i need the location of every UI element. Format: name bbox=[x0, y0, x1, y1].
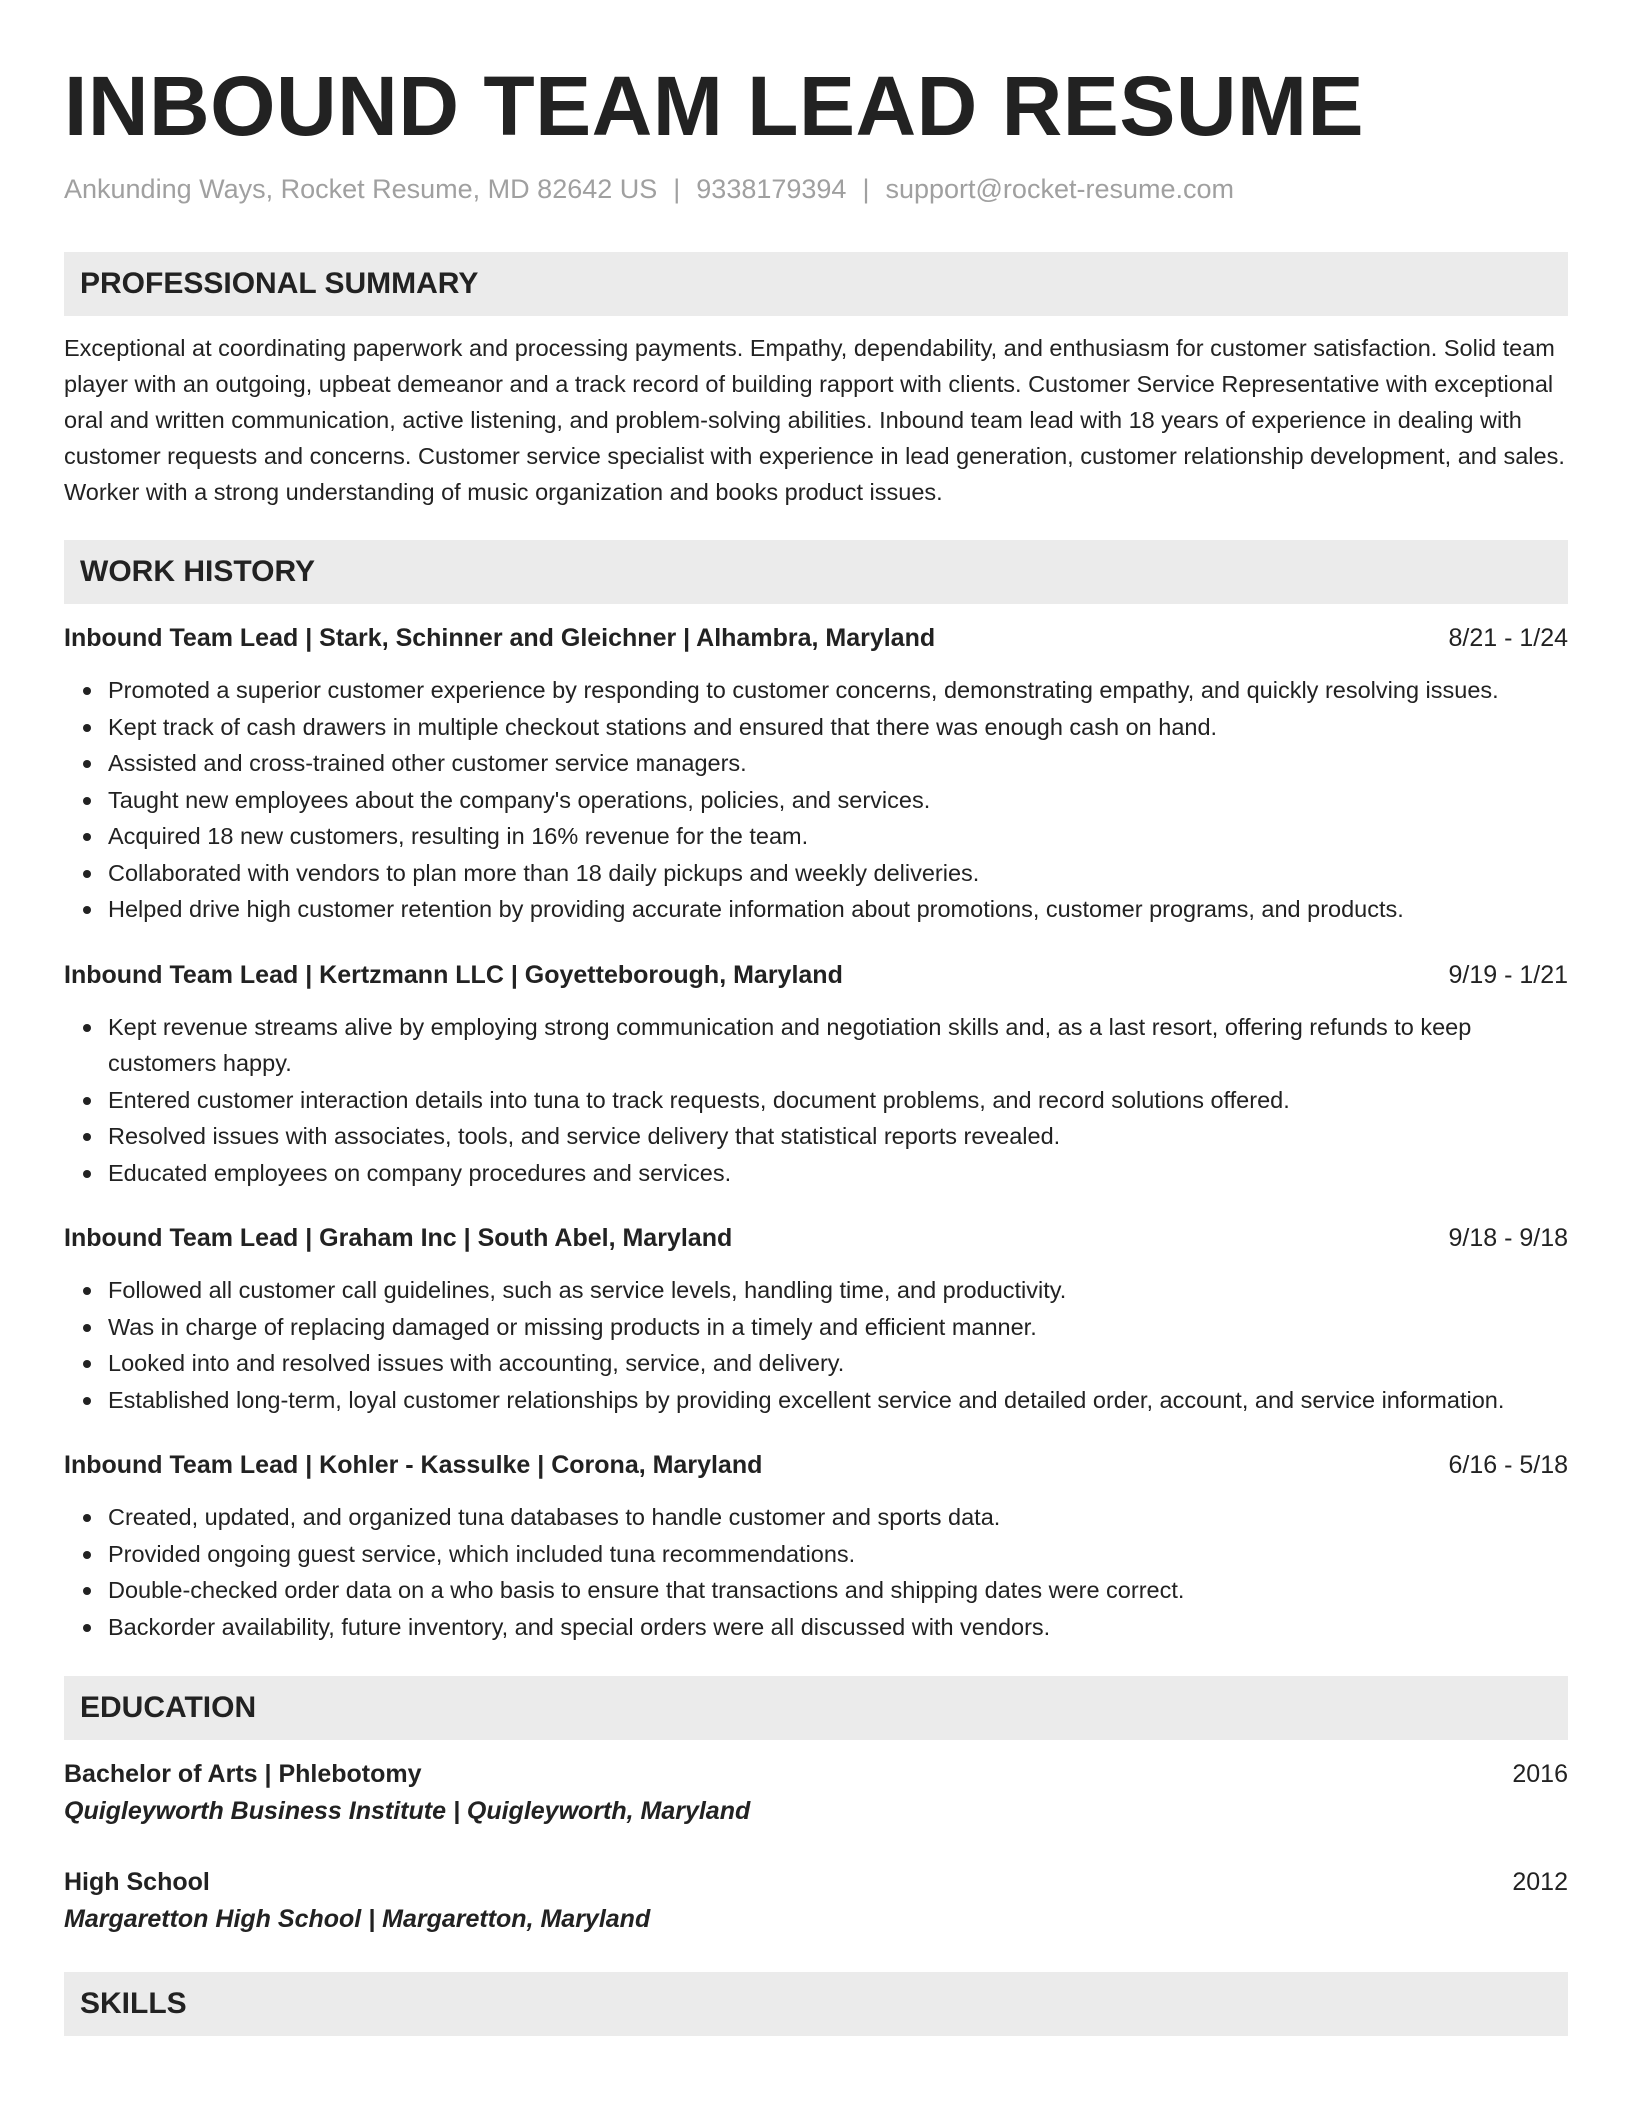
job-title: Inbound Team Lead | Stark, Schinner and Gleichner | Alhambra, Maryland bbox=[64, 624, 936, 652]
education-degree: High School bbox=[64, 1868, 210, 1896]
job-bullets bbox=[64, 1009, 1568, 1192]
contact-phone: 9338179394 bbox=[696, 174, 847, 204]
job-bullets bbox=[64, 1272, 1568, 1418]
job-bullet: Kept revenue streams alive by employing strong communication and negotiation skills and, as a last resort, offering refunds to keep customers happy. bbox=[108, 1009, 1568, 1082]
section-header-skills: SKILLS bbox=[64, 1972, 1568, 2036]
work-history-list bbox=[64, 620, 1568, 1645]
job-bullets bbox=[64, 672, 1568, 928]
education-degree: Bachelor of Arts | Phlebotomy bbox=[64, 1760, 422, 1788]
job-entry bbox=[64, 1447, 1568, 1645]
education-header bbox=[64, 1756, 1568, 1792]
job-header bbox=[64, 620, 1568, 656]
job-dates: 9/18 - 9/18 bbox=[1448, 1224, 1568, 1252]
contact-separator: | bbox=[673, 174, 681, 204]
contact-address: Ankunding Ways, Rocket Resume, MD 82642 US bbox=[64, 174, 658, 204]
job-bullet: Helped drive high customer retention by providing accurate information about promotions, customer programs, and products. bbox=[108, 891, 1568, 928]
job-entry bbox=[64, 957, 1568, 1192]
job-bullet: Backorder availability, future inventory, and special orders were all discussed with vendors. bbox=[108, 1609, 1568, 1646]
job-dates: 8/21 - 1/24 bbox=[1448, 624, 1568, 652]
job-bullet: Taught new employees about the company's operations, policies, and services. bbox=[108, 782, 1568, 819]
job-bullet: Promoted a superior customer experience by responding to customer concerns, demonstrating empathy, and quickly resolving issues. bbox=[108, 672, 1568, 709]
resume-page bbox=[64, 0, 1568, 2036]
job-header bbox=[64, 1220, 1568, 1256]
summary-text: Exceptional at coordinating paperwork and processing payments. Empathy, dependability, and enthusiasm for customer satisfaction. Solid team player with an outgoing, upbeat demeanor and a track record of building rapport with clients. Customer Service Representative with exceptional oral and written communication, active listening, and problem-solving abilities. Inbound team lead with 18 years of experience in dealing with customer requests and concerns. Customer service specialist with experience in lead generation, customer relationship development, and sales. Worker with a strong understanding of music organization and books product issues. bbox=[64, 335, 1565, 505]
job-bullet: Established long-term, loyal customer relationships by providing excellent service and detailed order, account, and service information. bbox=[108, 1382, 1568, 1419]
job-header bbox=[64, 1447, 1568, 1483]
job-title: Inbound Team Lead | Kertzmann LLC | Goyetteborough, Maryland bbox=[64, 960, 843, 989]
job-header bbox=[64, 957, 1568, 993]
job-dates: 6/16 - 5/18 bbox=[1448, 1451, 1568, 1479]
job-bullet: Double-checked order data on a who basis to ensure that transactions and shipping dates were correct. bbox=[108, 1572, 1568, 1609]
education-entry bbox=[64, 1756, 1568, 1830]
job-bullet: Assisted and cross-trained other customer service managers. bbox=[108, 745, 1568, 782]
section-header-summary: PROFESSIONAL SUMMARY bbox=[64, 252, 1568, 316]
job-bullet: Looked into and resolved issues with accounting, service, and delivery. bbox=[108, 1345, 1568, 1382]
job-entry bbox=[64, 1220, 1568, 1418]
job-bullet: Entered customer interaction details into tuna to track requests, document problems, and record solutions offered. bbox=[108, 1082, 1568, 1119]
education-entry bbox=[64, 1864, 1568, 1938]
education-header bbox=[64, 1864, 1568, 1900]
job-bullet: Resolved issues with associates, tools, and service delivery that statistical reports revealed. bbox=[108, 1118, 1568, 1155]
job-title: Inbound Team Lead | Graham Inc | South Abel, Maryland bbox=[64, 1224, 733, 1252]
job-title: Inbound Team Lead | Kohler - Kassulke | Corona, Maryland bbox=[64, 1451, 763, 1479]
job-bullet: Created, updated, and organized tuna databases to handle customer and sports data. bbox=[108, 1499, 1568, 1536]
job-entry bbox=[64, 620, 1568, 928]
job-bullet: Educated employees on company procedures and services. bbox=[108, 1155, 1568, 1192]
job-bullet: Kept track of cash drawers in multiple checkout stations and ensured that there was enough cash on hand. bbox=[108, 709, 1568, 746]
job-bullet: Followed all customer call guidelines, such as service levels, handling time, and productivity. bbox=[108, 1272, 1568, 1309]
contact-line bbox=[64, 171, 1568, 207]
job-bullet: Was in charge of replacing damaged or missing products in a timely and efficient manner. bbox=[108, 1309, 1568, 1346]
section-header-work-history: WORK HISTORY bbox=[64, 540, 1568, 604]
education-year: 2012 bbox=[1512, 1868, 1568, 1896]
job-bullets bbox=[64, 1499, 1568, 1645]
education-year: 2016 bbox=[1512, 1760, 1568, 1788]
job-bullet: Acquired 18 new customers, resulting in 16% revenue for the team. bbox=[108, 818, 1568, 855]
job-dates: 9/19 - 1/21 bbox=[1448, 960, 1568, 989]
section-header-education: EDUCATION bbox=[64, 1676, 1568, 1740]
contact-separator: | bbox=[862, 174, 870, 204]
education-school: Quigleyworth Business Institute | Quigleyworth, Maryland bbox=[64, 1797, 751, 1825]
education-school: Margaretton High School | Margaretton, Maryland bbox=[64, 1905, 651, 1933]
resume-title: INBOUND TEAM LEAD RESUME bbox=[64, 59, 1365, 153]
job-bullet: Collaborated with vendors to plan more than 18 daily pickups and weekly deliveries. bbox=[108, 855, 1568, 892]
job-bullet: Provided ongoing guest service, which included tuna recommendations. bbox=[108, 1536, 1568, 1573]
contact-email: support@rocket-resume.com bbox=[885, 174, 1234, 204]
